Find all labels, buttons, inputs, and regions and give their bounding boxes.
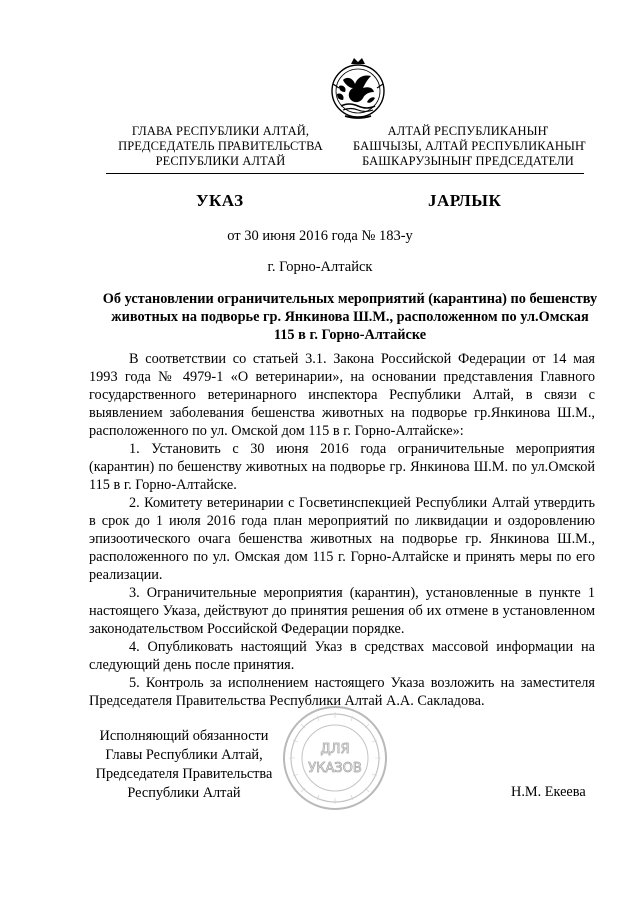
body-paragraph: 4. Опубликовать настоящий Указ в средствах массовой информации на следующий день после принятия.	[89, 639, 595, 673]
body-paragraph: 3. Ограничительные мероприятия (карантин), установленные в пункте 1 настоящего Указа, действуют до принятия решения об их отмене в установленном законодательством Российской Федерации порядке.	[89, 585, 595, 637]
header-right-block	[353, 124, 586, 169]
stamp-text-line: ДЛЯ	[320, 742, 350, 757]
signatory-line: Республики Алтай	[127, 785, 241, 801]
header-left-line: РЕСПУБЛИКИ АЛТАЙ	[155, 154, 286, 168]
signatory-line: Главы Республики Алтай,	[105, 747, 263, 763]
header-divider	[106, 173, 584, 174]
altai-republic-emblem-icon	[327, 54, 389, 124]
doc-subject: Об установлении ограничительных мероприятий (карантина) по бешенству животных на подворье гр. Янкинова Ш.М., расположенном по ул.Омская 115 в г. Горно-Алтайске	[102, 291, 598, 343]
stamp-text-line: УКАЗОВ	[308, 761, 362, 776]
header-right-line: БАШЧЫЗЫ, АЛТАЙ РЕСПУБЛИКАНЫҤ	[353, 139, 586, 153]
body-paragraph: 1. Установить с 30 июня 2016 года ограничительные мероприятия (карантин) по бешенству животных на подворье гр. Янкинова Ш.М. по ул.Омской 115 в г. Горно-Алтайске.	[89, 441, 595, 493]
doc-title-altai: JАРЛЫК	[428, 191, 502, 210]
doc-title-russian: УКАЗ	[196, 191, 244, 210]
header-right-line: АЛТАЙ РЕСПУБЛИКАНЫҤ	[387, 124, 549, 138]
doc-body	[89, 350, 595, 710]
signatory-line: Председателя Правительства	[95, 766, 273, 782]
header-left-block	[108, 124, 333, 169]
signatory-name: Н.М. Екеева	[511, 784, 586, 800]
header-right-line: БАШКАРУЗЫНЫҤ ПРЕДСЕДАТЕЛИ	[362, 154, 574, 168]
doc-place: г. Горно-Алтайск	[267, 259, 373, 275]
header-left-line: ПРЕДСЕДАТЕЛЬ ПРАВИТЕЛЬСТВА	[118, 139, 323, 153]
signatory-position	[84, 727, 284, 803]
header-left-line: ГЛАВА РЕСПУБЛИКИ АЛТАЙ,	[131, 124, 310, 138]
official-stamp	[281, 704, 389, 812]
body-paragraph: В соответствии со статьей 3.1. Закона Российской Федерации от 14 мая 1993 года № 4979-1 «О ветеринарии», на основании представления Главного государственного ветеринарного инспектора Республики Алтай, в связи с выявлением заболевания бешенства животных на подворье гр.Янкинова Ш.М., расположенного по ул. Омской дом 115 в г. Горно-Алтайске»:	[89, 351, 595, 439]
body-paragraph: 2. Комитету ветеринарии с Госветинспекцией Республики Алтай утвердить в срок до 1 июля 2016 года план мероприятий по ликвидации и оздоровлению эпизоотического очага бешенства животных на подворье гр. Янкинова Ш.М., расположенного по ул. Омская дом 115 г. Горно-Алтайске и принять меры по его реализации.	[89, 495, 595, 583]
signatory-line: Исполняющий обязанности	[99, 728, 269, 744]
doc-date-number: от 30 июня 2016 года № 183-у	[227, 228, 413, 244]
body-paragraph: 5. Контроль за исполнением настоящего Указа возложить на заместителя Председателя Правительства Республики Алтай А.А. Сакладова.	[89, 675, 595, 709]
